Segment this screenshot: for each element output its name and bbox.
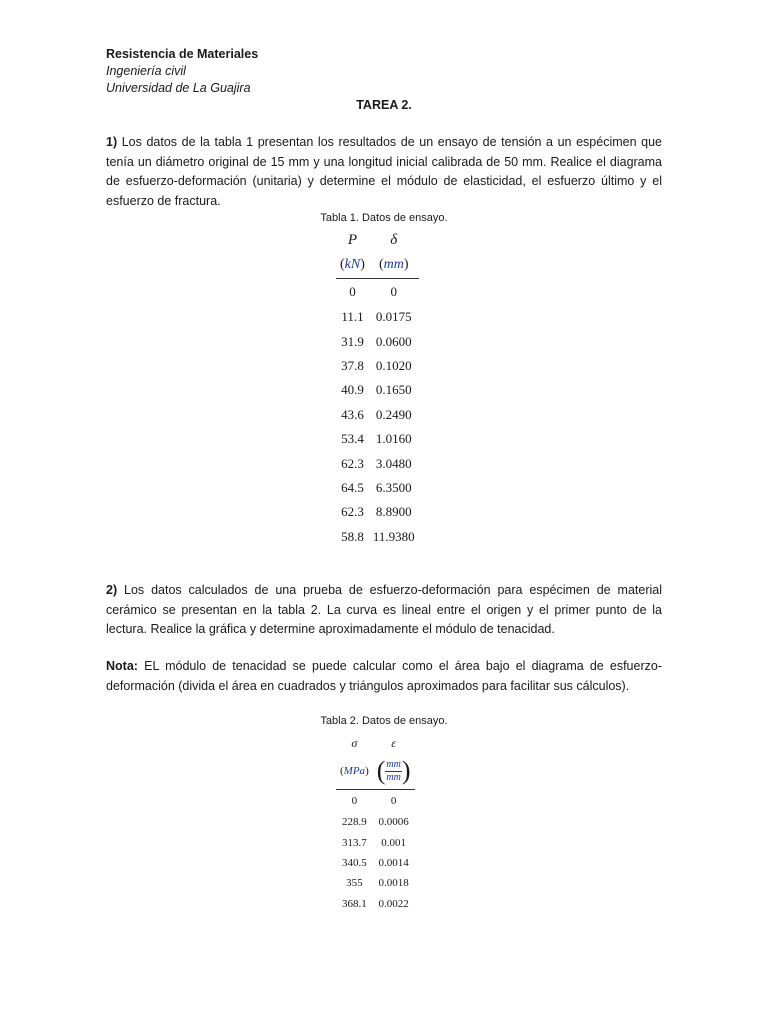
table-1-col2-unit: (mm) <box>369 252 419 279</box>
table1-row <box>336 279 419 306</box>
table2-cell: 228.9 <box>341 816 367 829</box>
table1-cell: 53.4 <box>341 431 364 447</box>
table1-row <box>336 329 419 353</box>
table1-cell: 0.1020 <box>375 357 412 373</box>
table-2-col2-unit: ( $\frac{mm}{mm}$ ) <box>373 753 415 790</box>
table1-cell: 0.1650 <box>375 382 412 398</box>
table1-row <box>336 403 419 427</box>
table1-cell: 58.8 <box>341 528 364 544</box>
table1-row <box>336 525 419 549</box>
table1-cell: 62.3 <box>341 455 364 471</box>
table1-row <box>336 378 419 402</box>
problem-2-text <box>106 581 662 640</box>
table1-cell: 11.1 <box>341 309 364 325</box>
table2-cell: 0.0018 <box>378 877 409 890</box>
table-2-col2-symbol: ε <box>391 735 396 750</box>
table1-cell: 64.5 <box>341 479 364 495</box>
table1-cell: 3.0480 <box>375 455 412 471</box>
table2-row <box>336 790 415 813</box>
table1-cell: 0.0600 <box>375 333 412 349</box>
table2-cell: 355 <box>346 877 363 890</box>
table1-row <box>336 354 419 378</box>
table1-cell: 0 <box>390 284 398 299</box>
table1-cell: 37.8 <box>341 357 364 373</box>
table-1-caption: Tabla 1. Datos de ensayo. <box>320 212 448 224</box>
table1-cell: 43.6 <box>341 406 364 422</box>
course-title: Resistencia de Materiales <box>106 47 259 61</box>
table1-cell: 40.9 <box>341 382 364 398</box>
table-2-body <box>336 790 415 914</box>
table-2-col1-unit: (MPa) <box>336 753 373 790</box>
table2-cell: 0.001 <box>381 836 406 849</box>
table-2-col2-unit-denominator: mm <box>386 771 401 783</box>
note-body: EL módulo de tenacidad se puede calcular como el área bajo el diagrama de esfuerzo-deformación (divida el área en cuadrados y triángulos aproximados para facilitar sus cálculos). <box>106 659 662 693</box>
table2-row <box>336 894 415 914</box>
table1-cell: 62.3 <box>341 504 364 520</box>
table-1 <box>336 228 419 549</box>
table2-cell: 0 <box>351 795 358 807</box>
table1-cell: 8.8900 <box>375 504 412 520</box>
table1-row <box>336 500 419 524</box>
table2-cell: 313.7 <box>341 836 367 849</box>
table-1-body <box>336 279 419 549</box>
table-2 <box>336 733 415 914</box>
table2-row <box>336 832 415 852</box>
table2-cell: 368.1 <box>341 897 367 910</box>
table1-row <box>336 451 419 475</box>
table1-cell: 0.2490 <box>375 406 412 422</box>
table2-cell: 0 <box>390 795 397 807</box>
table1-cell: 1.0160 <box>375 431 412 447</box>
table2-row <box>336 853 415 873</box>
table1-cell: 31.9 <box>341 333 364 349</box>
table2-row <box>336 812 415 832</box>
problem-2-body: Los datos calculados de una prueba de esfuerzo-deformación para espécimen de material cerámico se presentan en la tabla 2. La curva es lineal entre el origen y el primer punto de la lectura. Realice la gráfica y determine aproximadamente el módulo de tenacidad. <box>106 583 662 636</box>
table1-cell: 6.3500 <box>375 479 412 495</box>
table-2-caption: Tabla 2. Datos de ensayo. <box>320 715 448 727</box>
table1-cell: 11.9380 <box>372 528 415 544</box>
table2-cell: 0.0014 <box>378 856 409 869</box>
table-2-col1-symbol: σ <box>351 735 358 750</box>
table-1-col1-symbol: P <box>347 231 358 248</box>
problem-1-number: 1) <box>106 135 118 149</box>
table1-row <box>336 476 419 500</box>
table2-cell: 340.5 <box>341 856 367 869</box>
table1-cell: 0.0175 <box>375 309 412 325</box>
table-1-col2-symbol: δ <box>390 231 398 248</box>
table-1-col1-unit: (kN) <box>336 252 369 279</box>
note-text <box>106 657 662 696</box>
table2-cell: 0.0022 <box>378 897 409 910</box>
problem-1-text <box>106 133 662 211</box>
note-label: Nota: <box>106 659 138 673</box>
table1-cell: 0 <box>349 284 356 299</box>
table2-cell: 0.0006 <box>378 816 409 829</box>
assignment-title: TAREA 2. <box>356 98 412 112</box>
table-2-col2-unit-numerator: mm <box>386 758 401 770</box>
problem-2-number: 2) <box>106 583 118 597</box>
program-name: Ingeniería civil <box>106 64 186 78</box>
table1-row <box>336 427 419 451</box>
table2-row <box>336 873 415 893</box>
problem-1-body: Los datos de la tabla 1 presentan los resultados de un ensayo de tensión a un espécimen que tenía un diámetro original de 15 mm y una longitud inicial calibrada de 50 mm. Realice el diagrama de esfuerzo-deformación (unitaria) y determine el módulo de elasticidad, el esfuerzo último y el esfuerzo de fractura. <box>106 135 662 208</box>
table1-row <box>336 305 419 329</box>
university-name: Universidad de La Guajira <box>106 81 251 95</box>
